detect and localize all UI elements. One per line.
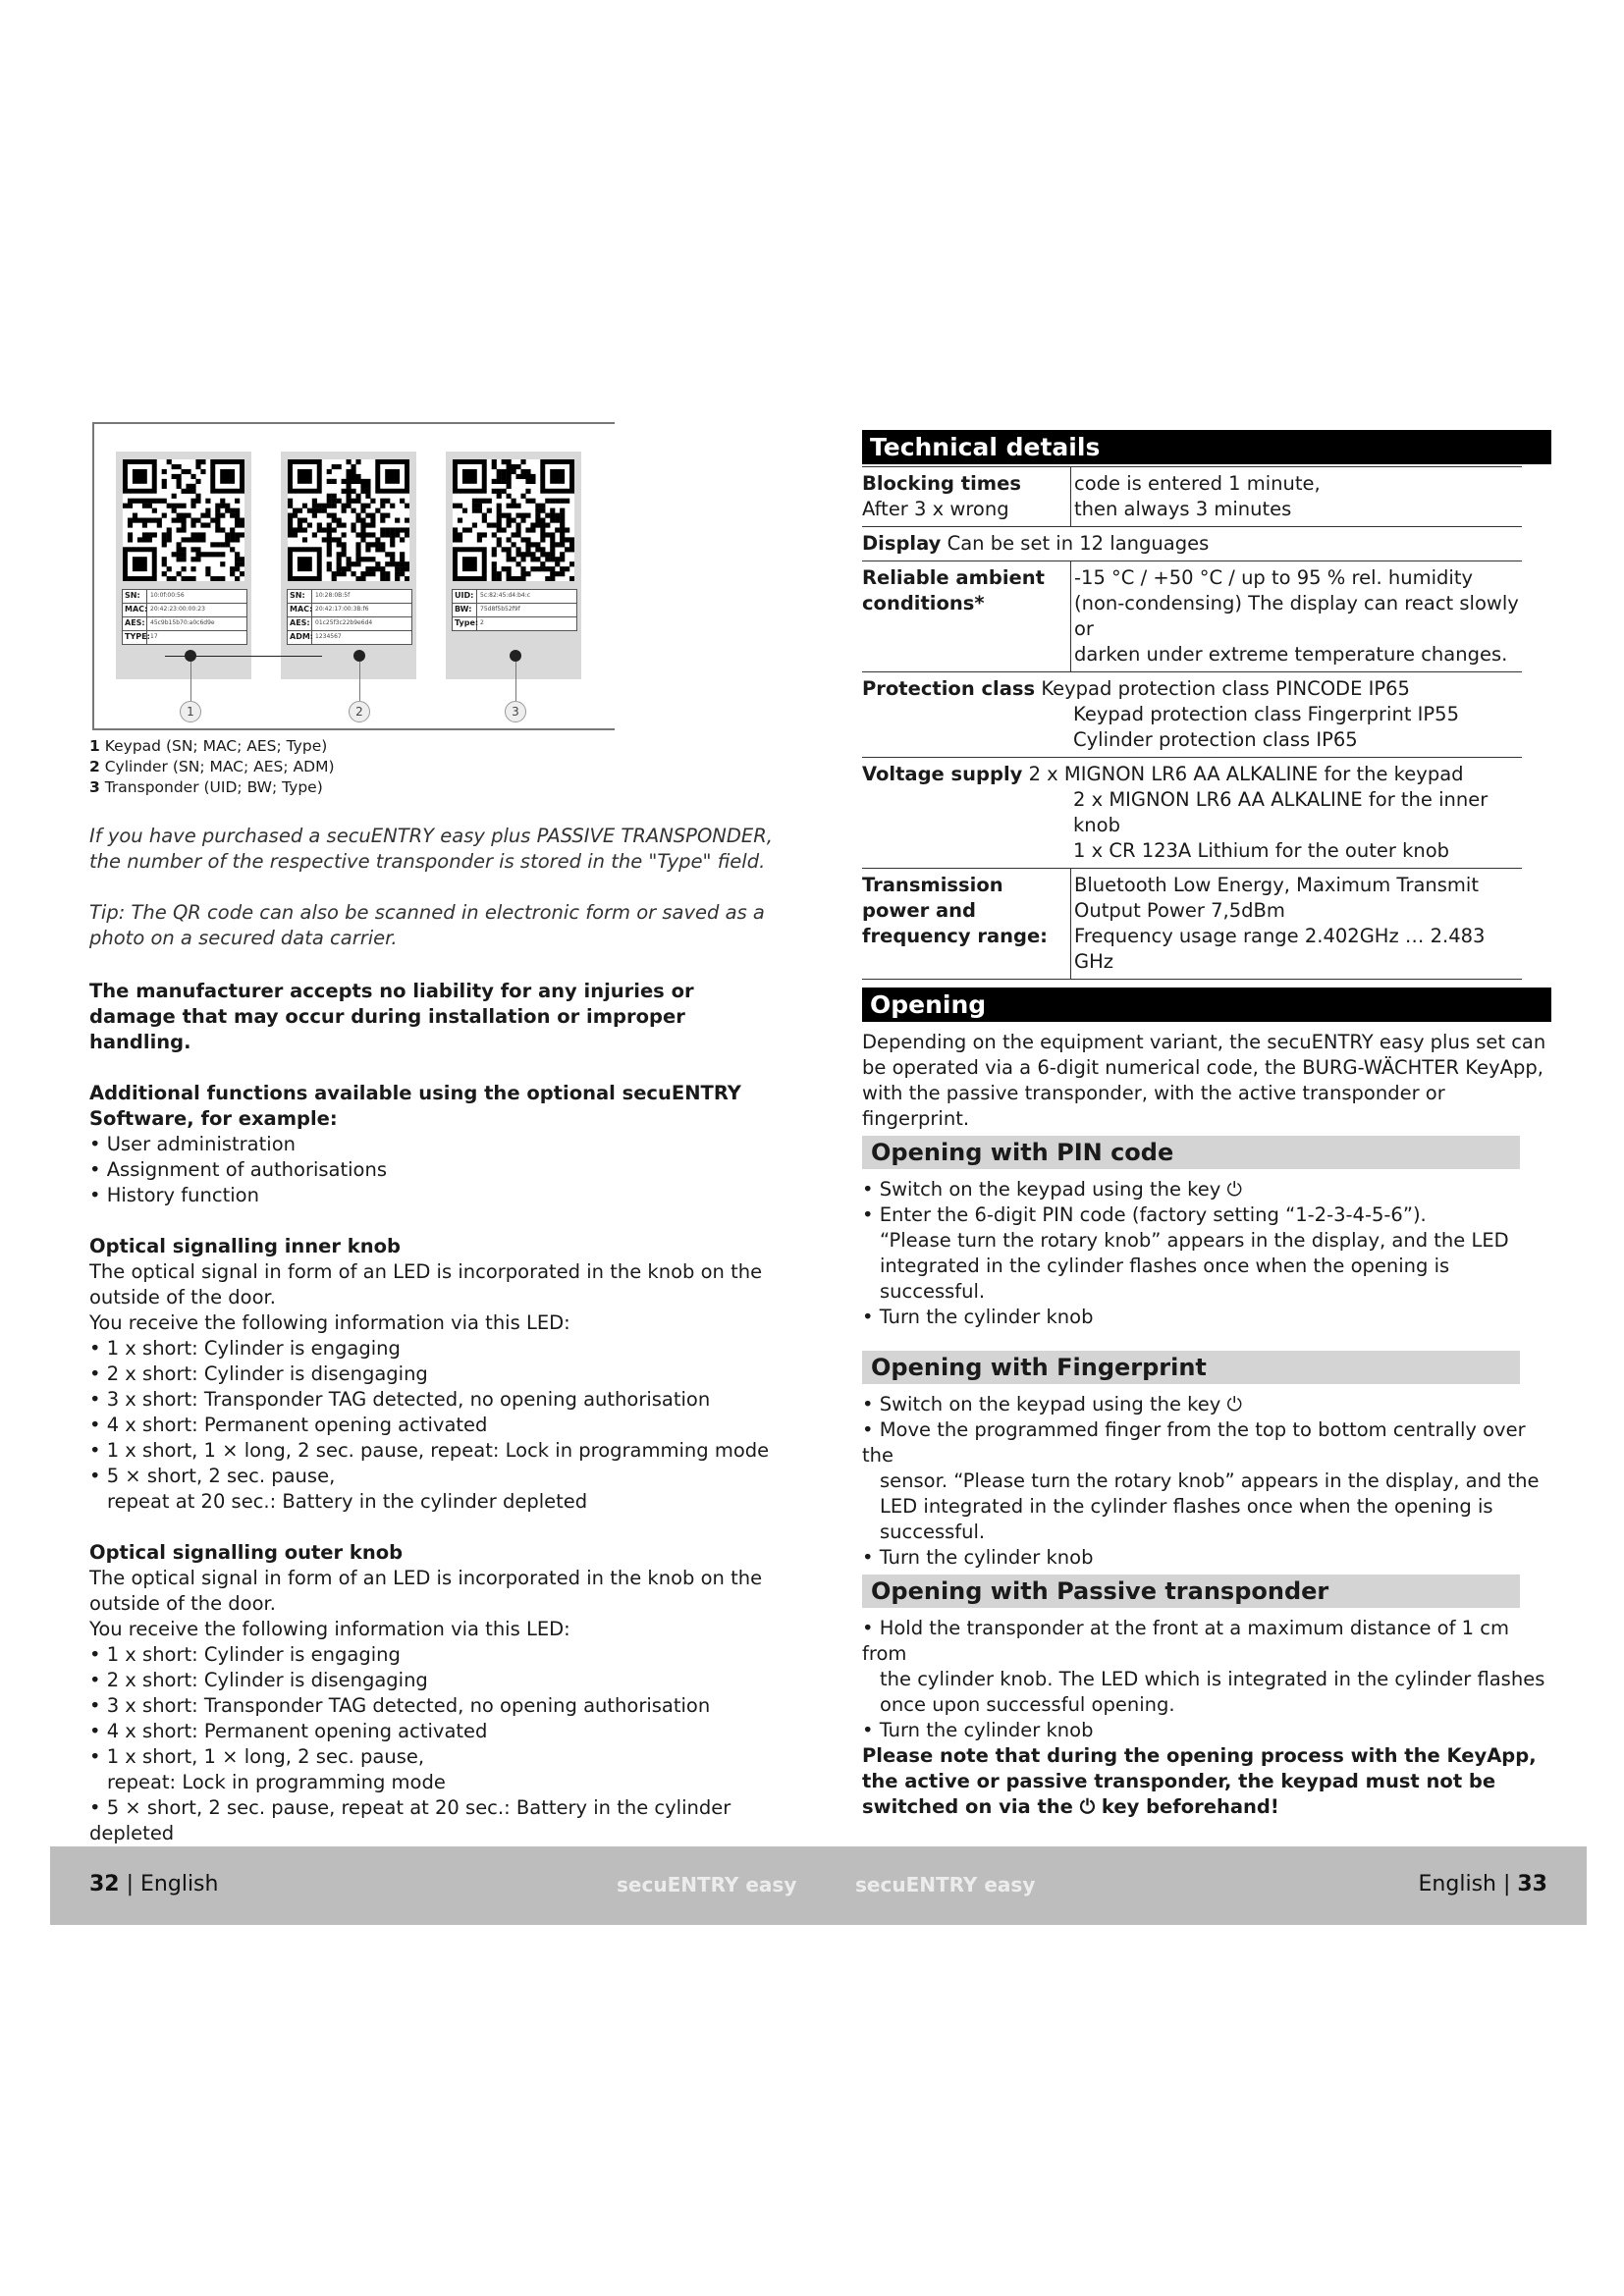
list-item: • Switch on the keypad using the key ⏻ (862, 1178, 1242, 1201)
list-item: • 1 x short: Cylinder is engaging (89, 1643, 401, 1666)
tech-row-blocking-times: Blocking times After 3 x wrong code is entered 1 minute, then always 3 minutes (862, 467, 1522, 527)
qr-data-value: 10:28:0B:5f (315, 592, 351, 599)
inner-knob-heading: Optical signalling inner knob (89, 1235, 401, 1257)
callout-dot (185, 650, 196, 662)
outer-knob-list (89, 1642, 777, 1846)
qr-data-row (288, 590, 411, 604)
qr-data-row (288, 631, 411, 644)
qr-code-icon (288, 459, 409, 581)
qr-data-key: Type: (453, 617, 477, 630)
qr-data-row (288, 617, 411, 631)
callout-connector (190, 662, 191, 701)
qr-data-row (453, 617, 576, 630)
qr-data-key: BW: (453, 604, 477, 616)
list-item-continuation: sensor. “Please turn the rotary knob” appears in the display, and the LED integrated in the cylinder flashes once when the opening is successful. (880, 1469, 1540, 1543)
qr-data-row (453, 590, 576, 604)
list-item-continuation: repeat: Lock in programming mode (107, 1771, 446, 1793)
fingerprint-heading: Opening with Fingerprint (862, 1351, 1520, 1384)
qr-data-row (123, 617, 246, 631)
callout-connector (515, 662, 516, 701)
list-item: • 5 × short, 2 sec. pause, repeat at 20 sec.: Battery in the cylinder depleted (89, 1796, 731, 1844)
list-item: • 2 x short: Cylinder is disengaging (89, 1669, 428, 1691)
pin-code-heading: Opening with PIN code (862, 1136, 1520, 1169)
tech-row-protection-class: Protection class Keypad protection class PINCODE IP65 Keypad protection class Fingerprint IP55 Cylinder protection class IP65 (862, 672, 1522, 758)
list-item: • 1 x short, 1 × long, 2 sec. pause, (89, 1745, 425, 1768)
outer-knob-heading: Optical signalling outer knob (89, 1541, 404, 1564)
qr-data-key: SN: (123, 590, 147, 603)
qr-data-key: AES: (288, 617, 312, 630)
qr-data-key: MAC: (123, 604, 147, 616)
fingerprint-steps (862, 1392, 1551, 1571)
liability-notice: The manufacturer accepts no liability for any injuries or damage that may occur during installation or improper handling. (89, 980, 694, 1053)
qr-code-icon (453, 459, 574, 581)
additional-functions-list (89, 1132, 777, 1208)
footer-product-name: secuENTRY easy (855, 1873, 1036, 1896)
tech-row-display: Display Can be set in 12 languages (862, 527, 1522, 561)
qr-data-row (123, 604, 246, 617)
list-item-continuation: repeat at 20 sec.: Battery in the cylinder depleted (107, 1490, 588, 1513)
list-item: • Turn the cylinder knob (862, 1306, 1094, 1328)
opening-title: Opening (862, 988, 1551, 1022)
qr-data-value: 2 (480, 619, 484, 626)
qr-data-value: 10:0f:00:56 (150, 592, 185, 599)
list-item: • Enter the 6-digit PIN code (factory setting “1-2-3-4-5-6”). (862, 1203, 1427, 1226)
qr-data-key: TYPE: (123, 631, 147, 644)
qr-data-value: 75d8f5b52f9f (480, 606, 520, 613)
list-item: • 1 x short, 1 × long, 2 sec. pause, repeat: Lock in programming mode (89, 1439, 770, 1462)
inner-knob-list (89, 1336, 777, 1515)
qr-data-key: AES: (123, 617, 147, 630)
qr-data-value: 1234567 (315, 633, 342, 640)
qr-data-key: MAC: (288, 604, 312, 616)
list-item: • Move the programmed finger from the top to bottom centrally over the (862, 1418, 1526, 1467)
tech-row-transmission: Transmission power and frequency range: Bluetooth Low Energy, Maximum Transmit Output Power 7,5dBm Frequency usage range 2.402GHz … 2.483 GHz (862, 869, 1522, 980)
list-item: • 3 x short: Transponder TAG detected, no opening authorisation (89, 1694, 711, 1717)
passive-transponder-steps (862, 1616, 1551, 1820)
qr-data-row (123, 590, 246, 604)
marker-number: 3 (505, 701, 526, 722)
list-item: • 3 x short: Transponder TAG detected, no opening authorisation (89, 1388, 711, 1411)
opening-intro: Depending on the equipment variant, the secuENTRY easy plus set can be operated via a 6-digit numerical code, the BURG-WÄCHTER KeyApp, with the passive transponder, with the active transponder or fingerprint. (862, 1031, 1546, 1130)
list-item: • 5 × short, 2 sec. pause, (89, 1465, 336, 1487)
list-item-continuation: the cylinder knob. The LED which is integrated in the cylinder flashes once upon successful opening. (880, 1668, 1545, 1716)
right-column (862, 430, 1551, 1820)
list-item: • Assignment of authorisations (89, 1158, 388, 1181)
passive-transponder-heading: Opening with Passive transponder (862, 1575, 1520, 1608)
qr-data-value: 17 (150, 633, 158, 640)
legend-item: 2 Cylinder (SN; MAC; AES; ADM) (89, 758, 335, 775)
qr-data-key: SN: (288, 590, 312, 603)
qr-label-cylinder (281, 452, 416, 679)
marker-number: 1 (180, 701, 201, 722)
qr-data-key: UID: (453, 590, 477, 603)
additional-functions-heading: Additional functions available using the optional secuENTRY Software, for example: (89, 1082, 741, 1130)
inner-knob-receive: You receive the following information via this LED: (89, 1311, 570, 1334)
outer-knob-intro: The optical signal in form of an LED is incorporated in the knob on the outside of the door. (89, 1567, 763, 1615)
power-icon: ⏻ (1226, 1393, 1242, 1415)
list-item: • 2 x short: Cylinder is disengaging (89, 1362, 428, 1385)
list-item: • History function (89, 1184, 259, 1206)
list-item: • Turn the cylinder knob (862, 1719, 1094, 1741)
callout-dot (510, 650, 521, 662)
power-icon: ⏻ (1079, 1795, 1096, 1818)
outer-knob-receive: You receive the following information via this LED: (89, 1618, 570, 1640)
list-item: • Turn the cylinder knob (862, 1546, 1094, 1569)
list-item: • Hold the transponder at the front at a maximum distance of 1 cm from (862, 1617, 1509, 1665)
footer-left-page: 32 | English (89, 1872, 219, 1896)
legend-item: 1 Keypad (SN; MAC; AES; Type) (89, 737, 328, 755)
tech-row-ambient-conditions: Reliable ambient conditions* -15 °C / +50 °C / up to 95 % rel. humidity (non-condensing) The display can react slowly or darken under extreme temperature changes. (862, 561, 1522, 672)
keyapp-warning: Please note that during the opening process with the KeyApp, the active or passive transponder, the keypad must not be switched on via the ⏻ key beforehand! (862, 1744, 1537, 1818)
technical-details-table (862, 466, 1522, 980)
list-item: • User administration (89, 1133, 296, 1155)
list-item: • 1 x short: Cylinder is engaging (89, 1337, 401, 1360)
qr-code-icon (123, 459, 244, 581)
list-item: • 4 x short: Permanent opening activated (89, 1414, 488, 1436)
figure-legend (89, 736, 777, 798)
callout-connector (359, 662, 360, 701)
qr-data-value: 20:42:17:00:3B:f6 (315, 606, 369, 613)
list-item-continuation: “Please turn the rotary knob” appears in the display, and the LED integrated in the cylinder flashes once when the opening is successful. (880, 1229, 1509, 1303)
qr-data-value: 45c9b15b70:a0c6d9e (150, 619, 215, 626)
list-item: • 4 x short: Permanent opening activated (89, 1720, 488, 1742)
qr-data-key: ADM: (288, 631, 312, 644)
qr-data-value: 01c25f3c22b9e6d4 (315, 619, 373, 626)
pin-code-steps (862, 1177, 1551, 1330)
footer-right-page: English | 33 (1418, 1872, 1547, 1896)
technical-details-title: Technical details (862, 430, 1551, 464)
qr-label-transponder (446, 452, 581, 679)
qr-data-row (288, 604, 411, 617)
power-icon: ⏻ (1226, 1178, 1242, 1201)
tech-row-voltage-supply: Voltage supply 2 x MIGNON LR6 AA ALKALINE for the keypad 2 x MIGNON LR6 AA ALKALINE for the inner knob 1 x CR 123A Lithium for the outer knob (862, 758, 1522, 869)
qr-data-row (123, 631, 246, 644)
qr-label-figure (92, 422, 615, 730)
qr-label-keypad (116, 452, 251, 679)
footer-product-name: secuENTRY easy (617, 1873, 797, 1896)
marker-number: 2 (349, 701, 370, 722)
qr-data-table (287, 589, 412, 645)
qr-data-row (453, 604, 576, 617)
page-footer (50, 1846, 1587, 1925)
qr-data-value: 5c:82:45:d4:b4:c (480, 592, 531, 599)
legend-item: 3 Transponder (UID; BW; Type) (89, 778, 323, 796)
passive-transponder-note: If you have purchased a secuENTRY easy plus PASSIVE TRANSPONDER, the number of the respective transponder is stored in the "Type" field. (89, 825, 773, 873)
qr-data-table (122, 589, 247, 645)
qr-tip: Tip: The QR code can also be scanned in electronic form or saved as a photo on a secured data carrier. (89, 901, 765, 949)
qr-data-value: 20:42:23:00:00:23 (150, 606, 205, 613)
qr-data-table (452, 589, 577, 631)
left-column (89, 422, 777, 1846)
inner-knob-intro: The optical signal in form of an LED is incorporated in the knob on the outside of the door. (89, 1260, 763, 1308)
callout-dot (353, 650, 365, 662)
list-item: • Switch on the keypad using the key ⏻ (862, 1393, 1242, 1415)
